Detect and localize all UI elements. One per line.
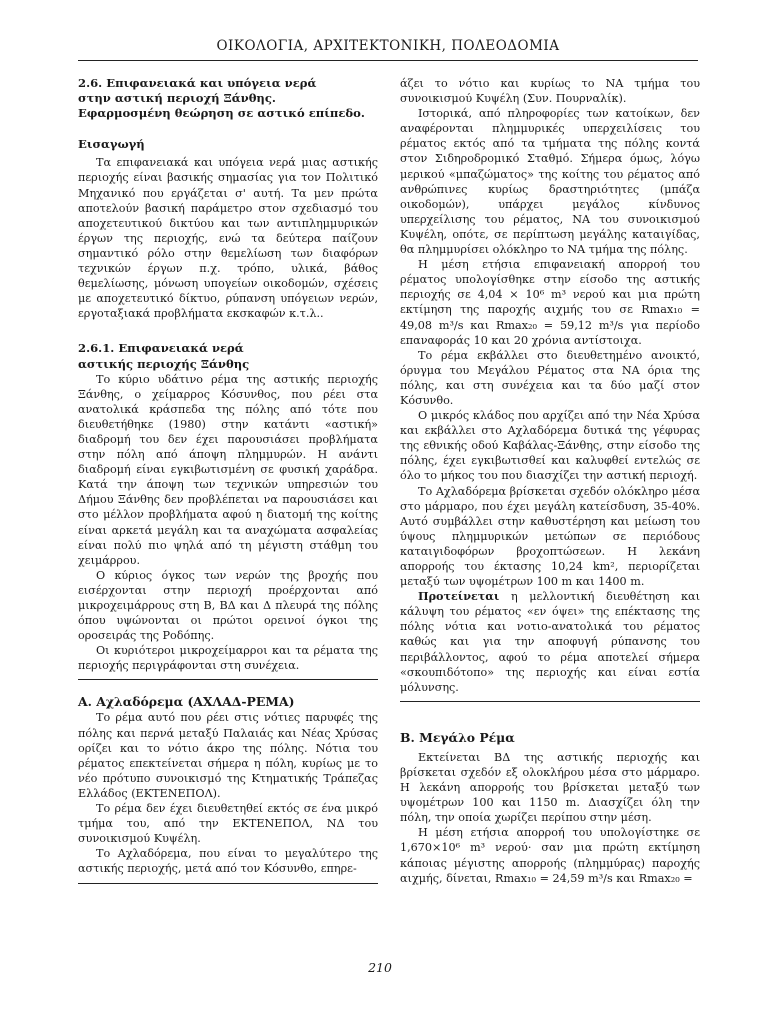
proposal-text: η μελλοντική διευθέτηση και κάλυψη του ρέματος «εν όψει» της επέκτασης της πόλης νότια και νοτιο-ανατολικά του ρέματος καθώς και για την αποφυγή ρύπανσης του περιβάλλοντος, αφού το ρέμα αποτελεί σήμερα «σκουπιδότοπο» της περιοχής και είναι εστία μόλυνσης. (400, 590, 700, 694)
page-number: 210 (368, 960, 392, 975)
subsection-paragraph-1: Το κύριο υδάτινο ρέμα της αστικής περιοχής Ξάνθης, ο χείμαρρος Κόσυνθος, που ρέει στα ανατολικά κράσπεδα της πόλης από τότε που διευθετήθηκε (1980) στην κατάντι «αστική» διαδρομή του δεν έχει παρουσιάσει προβλήματα στην πόλη από άποψη πλημμυρών. Η ανάντι διαδρομή είναι εγκιβωτισμένη σε φυσική χαράδρα. Κατά την άποψη των τεχνικών υπηρεσιών του Δήμου Ξάνθης δεν προβλέπεται να παρουσιάσει και στο μέλλον προβλήματα αφού η διατομή της κοίτης είναι αρκετά μεγάλη και τα αναχώματα ασφαλείας είναι πολύ πιο ψηλά από τη μέγιστη στάθμη του χειμάρρου. (78, 372, 378, 567)
section-b-paragraph-1: Εκτείνεται ΒΔ της αστικής περιοχής και βρίσκεται σχεδόν εξ ολοκλήρου μέσα στο μάρμαρο. Η λεκάνη απορροής του βρίσκεται μεταξύ των υψομέτρων 100 και 1150 m. Διασχίζει όλη την πόλη, την οποία χωρίζει περίπου στην μέση. (400, 750, 700, 825)
subsection-heading-line-1: 2.6.1. Επιφανειακά νερά (78, 341, 244, 356)
branch-paragraph: Ο μικρός κλάδος που αρχίζει από την Νέα Χρύσα και εκβάλλει στο Αχλαδόρεμα δυτικά της γέφυρας της εθνικής οδού Καβάλας-Ξάνθης, στην είσοδο της πόλης, έχει εγκιβωτισθεί και καλυφθεί εντελώς σε όλο το μήκος του που διασχίζει την αστική περιοχή. (400, 409, 700, 483)
intro-heading: Εισαγωγή (78, 137, 145, 152)
right-column (400, 76, 700, 886)
section-title-line-1: 2.6. Επιφανειακά και υπόγεια νερά (78, 76, 317, 90)
history-paragraph: Ιστορικά, από πληροφορίες των κατοίκων, δεν αναφέρονται πλημμυρικές υπερχειλίσεις του ρέματος εκτός από τα τμήματα της πόλης κοντά στον Σιδηροδρομικό Σταθμό. Σήμερα όμως, λόγω μερικού «μπαζώματος» της κοίτης του ρέματος από ανθρώπινες κυρίως δραστηριότητες (μπάζα οικοδομών), υπάρχει μεγάλος κίνδυνος υπερχείλισης του ρέματος, ΝΑ του συνοικισμού Κυψέλη, οπότε, σε περίπτωση μεγάλης καταιγίδας, θα πλημμυρίσει ολόκληρο το ΝΑ τμήμα της πόλης. (400, 107, 700, 257)
running-header: ΟΙΚΟΛΟΓΙΑ, ΑΡΧΙΤΕΚΤΟΝΙΚΗ, ΠΟΛΕΟΔΟΜΙΑ (216, 38, 560, 54)
header-rule (78, 60, 698, 61)
subsection-paragraph-3: Οι κυριότεροι μικροχείμαρροι και τα ρέματα της περιοχής περιγράφονται στη συνέχεια. (78, 644, 378, 673)
section-title-line-2: στην αστική περιοχή Ξάνθης. (78, 91, 276, 106)
left-column (78, 76, 378, 884)
section-b-paragraph-2: Η μέση ετήσια απορροή του υπολογίστηκε σε 1,670×10⁶ m³ νερού· σαν μια πρώτη εκτίμηση κάποιας μέγιστης απορροής (πλημμύρας) παροχής αιχμής, δίνεται, Rmax₁₀ = 24,59 m³/s και Rmax₂₀ = (400, 826, 700, 885)
proposal-paragraph (400, 589, 700, 695)
intro-paragraph: Τα επιφανειακά και υπόγεια νερά μιας αστικής περιοχής είναι βασικής σημασίας για τον Πολιτικό Μηχανικό που εργάζεται σ' αυτή. Τα μεν πρώτα αποτελούν βασική παράμετρο στον σχεδιασμό του αποχετευτικού δικτύου και των αντιπλημμυρικών έργων της περιοχής, ενώ τα δεύτερα παίζουν σημαντικό ρόλο στην θεμελίωση των διαφόρων τεχνικών έργων π.χ. τρόπο, υλικά, βάθος θεμελίωσης, μόνωση υπογείων οικοδομών, σχέσεις με αποχετευτικό δίκτυο, ρύπανση υπόγειων νερών, εργοταξιακά προβλήματα εκσκαφών κ.τ.λ.. (78, 156, 378, 321)
runoff-paragraph: Η μέση ετήσια επιφανειακή απορροή του ρέματος υπολογίσθηκε στην είσοδο της αστικής περιοχής σε 4,04 × 10⁶ m³ νερού και μια πρώτη εκτίμηση της παροχής αιχμής του σε Rmax₁₀ = 49,08 m³/s και Rmax₂₀ = 59,12 m³/s για περίοδο επαναφοράς 10 και 20 χρόνια αντίστοιχα. (400, 258, 700, 347)
section-a-paragraph-2: Το ρέμα δεν έχει διευθετηθεί εκτός σε ένα μικρό τμήμα του, από την ΕΚΤΕΝΕΠΟΛ, ΝΔ του συνοικισμού Κυψέλη. (78, 802, 378, 846)
section-a-paragraph-1: Το ρέμα αυτό που ρέει στις νότιες παρυφές της πόλης και περνά μεταξύ Παλαιάς και Νέας Χρύσας ορίζει και το νότιο άκρο της πόλης. Νότια του ρέματος επεκτείνεται σήμερα η πόλη, κυρίως με το νέο πρότυπο συνοικισμό της Κτηματικής Τράπεζας Ελλάδος (ΕΚΤΕΝΕΠΟΛ). (78, 711, 378, 800)
section-a-heading: Α. Αχλαδόρεμα (ΑΧΛΑΔ-ΡΕΜΑ) (78, 694, 295, 710)
section-b-heading: Β. Μεγάλο Ρέμα (400, 729, 515, 745)
section-title-line-3: Εφαρμοσμένη θεώρηση σε αστικό επίπεδο. (78, 106, 365, 121)
continuation-paragraph: άζει το νότιο και κυρίως το ΝΑ τμήμα του συνοικισμού Κυψέλη (Συν. Πουρναλίκ). (400, 77, 700, 106)
proposal-keyword: Προτείνεται (418, 589, 500, 604)
left-column-bottom-rule (78, 883, 378, 884)
marble-paragraph: Το Αχλαδόρεμα βρίσκεται σχεδόν ολόκληρο μέσα στο μάρμαρο, που έχει μεγάλη κατείσδυση, 35-40%. Αυτό συμβάλλει στην καθυστέρηση και μείωση του ύψους πλημμυρικών μετώπων σε περιόδους καταιγιδοφόρων βροχοπτώσεων. Η λεκάνη απορροής του έκτασης 10,24 km², περιορίζεται μεταξύ των υψομέτρων 100 m και 1400 m. (400, 484, 700, 589)
section-a-paragraph-3: Το Αχλαδόρεμα, που είναι το μεγαλύτερο της αστικής περιοχής, μετά από τον Κόσυνθο, επηρε- (78, 847, 378, 876)
outflow-paragraph: Το ρέμα εκβάλλει στο διευθετημένο ανοικτό, όρυγμα του Μεγάλου Ρέματος στα ΝΑ όρια της πόλης, και στη συνέχεια και τα δύο μαζί στον Κόσυνθο. (400, 348, 700, 407)
subsection-heading-line-2: αστικής περιοχής Ξάνθης (78, 356, 250, 371)
subsection-paragraph-2: Ο κύριος όγκος των νερών της βροχής που εισέρχονται στην περιοχή προέρχονται από μικροχειμάρρους στη Β, ΒΔ και Δ πλευρά της πόλης όπου υψώνονται οι πρώτοι ορεινοί όγκοι της οροσειράς της Ροδόπης. (78, 568, 378, 643)
